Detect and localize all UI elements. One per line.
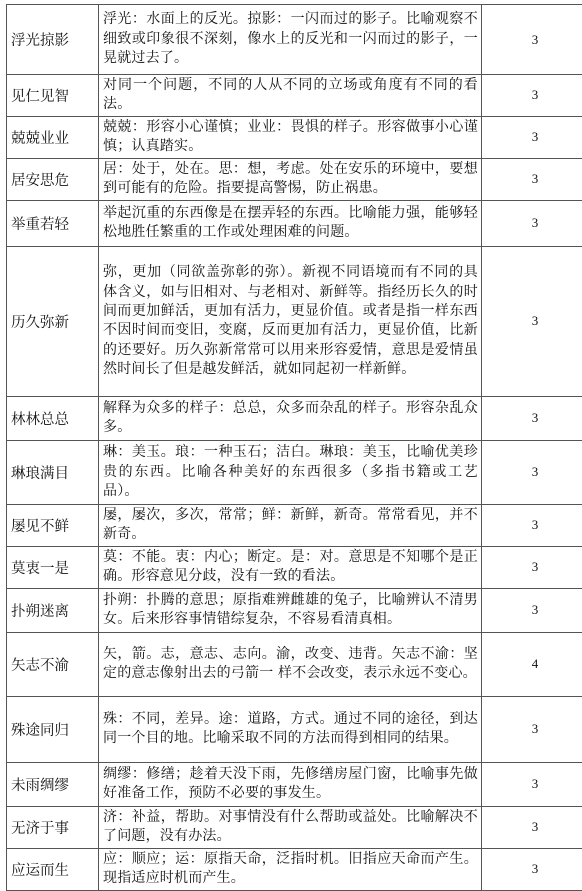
- idiom-term: 扑朔迷离: [7, 588, 99, 632]
- idiom-term: 屡见不鲜: [7, 504, 99, 546]
- idiom-definition: 矢，箭。志，意志、志向。渝，改变、违背。矢志不渝：坚定的意志像射出去的弓箭一 样不会改变，表示永远不变心。: [99, 632, 482, 696]
- idiom-term: 莫衷一是: [7, 546, 99, 588]
- idiom-score: 3: [482, 5, 582, 75]
- table-row: [7, 5, 582, 75]
- idiom-term: 无济于事: [7, 806, 99, 848]
- idiom-term: 居安思危: [7, 158, 99, 200]
- idiom-term: 矢志不渝: [7, 632, 99, 696]
- idiom-term: 兢兢业业: [7, 116, 99, 158]
- table-row: [7, 116, 582, 158]
- idiom-score: 3: [482, 848, 582, 890]
- idiom-score: 3: [482, 762, 582, 806]
- idiom-score: 3: [482, 158, 582, 200]
- table-row: [7, 158, 582, 200]
- idiom-score: 3: [482, 246, 582, 396]
- idiom-definition: 琳：美玉。琅：一种玉石；洁白。琳琅：美玉，比喻优美珍贵的东西。比喻各种美好的东西很多（多指书籍或工艺品）。: [99, 440, 482, 504]
- idiom-definition: 殊：不同，差异。途：道路，方式。通过不同的途径，到达同一个目的地。比喻采取不同的方法而得到相同的结果。: [99, 696, 482, 762]
- idiom-score: 3: [482, 546, 582, 588]
- table-row: [7, 632, 582, 696]
- table-row: [7, 440, 582, 504]
- idiom-term: 历久弥新: [7, 246, 99, 396]
- idiom-score: 3: [482, 504, 582, 546]
- idiom-definition: 扑朔：扑腾的意思；原指难辨雌雄的兔子，比喻辨认不清男女。后来形容事情错综复杂，不容易看清真相。: [99, 588, 482, 632]
- table-row: [7, 588, 582, 632]
- table-body: [7, 5, 582, 891]
- table-row: [7, 806, 582, 848]
- idiom-definition: 应：顺应；运：原指天命，泛指时机。旧指应天命而产生。现指适应时机而产生。: [99, 848, 482, 890]
- idiom-score: 3: [482, 116, 582, 158]
- table-row: [7, 696, 582, 762]
- idiom-score: 3: [482, 806, 582, 848]
- idiom-score: 3: [482, 396, 582, 440]
- idiom-term: 琳琅满目: [7, 440, 99, 504]
- table-row: [7, 75, 582, 117]
- idiom-definition: 浮光：水面上的反光。掠影：一闪而过的影子。比喻观察不细致或印象很不深刻，像水上的反光和一闪而过的影子，一晃就过去了。: [99, 5, 482, 75]
- idiom-term: 举重若轻: [7, 200, 99, 246]
- idiom-definition: 济：补益，帮助。对事情没有什么帮助或益处。比喻解决不了问题，没有办法。: [99, 806, 482, 848]
- idiom-definition: 屡，屡次，多次，常常；鲜：新鲜，新奇。常常看见，并不新奇。: [99, 504, 482, 546]
- idiom-term: 浮光掠影: [7, 5, 99, 75]
- idiom-term: 殊途同归: [7, 696, 99, 762]
- idiom-term: 未雨绸缪: [7, 762, 99, 806]
- idiom-definition: 解释为众多的样子：总总，众多而杂乱的样子。形容杂乱众多。: [99, 396, 482, 440]
- idiom-score: 3: [482, 696, 582, 762]
- idiom-score: 3: [482, 75, 582, 117]
- idiom-definition: 莫：不能。衷：内心；断定。是：对。意思是不知哪个是正确。形容意见分歧，没有一致的看法。: [99, 546, 482, 588]
- idiom-score: 4: [482, 632, 582, 696]
- table-row: [7, 504, 582, 546]
- idiom-definition: 举起沉重的东西像是在摆弄轻的东西。比喻能力强，能够轻松地胜任繁重的工作或处理困难的问题。: [99, 200, 482, 246]
- table-row: [7, 546, 582, 588]
- table-row: [7, 200, 582, 246]
- table-row: [7, 246, 582, 396]
- idiom-definition: 对同一个问题，不同的人从不同的立场或角度有不同的看法。: [99, 75, 482, 117]
- table-row: [7, 396, 582, 440]
- idiom-definition: 绸缪：修缮；趁着天没下雨，先修缮房屋门窗，比喻事先做好准备工作，预防不必要的事发生。: [99, 762, 482, 806]
- idiom-definition: 居：处于，处在。思：想，考虑。处在安乐的环境中，要想到可能有的危险。指要提高警惕，防止祸患。: [99, 158, 482, 200]
- idiom-term: 见仁见智: [7, 75, 99, 117]
- idiom-definition: 兢兢：形容小心谨慎；业业：畏惧的样子。形容做事小心谨慎；认真踏实。: [99, 116, 482, 158]
- idiom-definition: 弥，更加（同欲盖弥彰的弥）。新视不同语境而有不同的具体含义，如与旧相对、与老相对、新鲜等。指经历长久的时间而更加鲜活，更加有活力，更显价值。或者是指一样东西不因时间而变旧，变腐，反而更加有活力，更显价值，比新的还要好。历久弥新常常可以用来形容爱情，意思是爱情虽然时间长了但是越发鲜活，就如同起初一样新鲜。: [99, 246, 482, 396]
- table-row: [7, 848, 582, 890]
- idiom-table: [6, 4, 582, 891]
- idiom-score: 3: [482, 200, 582, 246]
- idiom-score: 3: [482, 588, 582, 632]
- idiom-term: 应运而生: [7, 848, 99, 890]
- idiom-score: 3: [482, 440, 582, 504]
- idiom-term: 林林总总: [7, 396, 99, 440]
- table-row: [7, 762, 582, 806]
